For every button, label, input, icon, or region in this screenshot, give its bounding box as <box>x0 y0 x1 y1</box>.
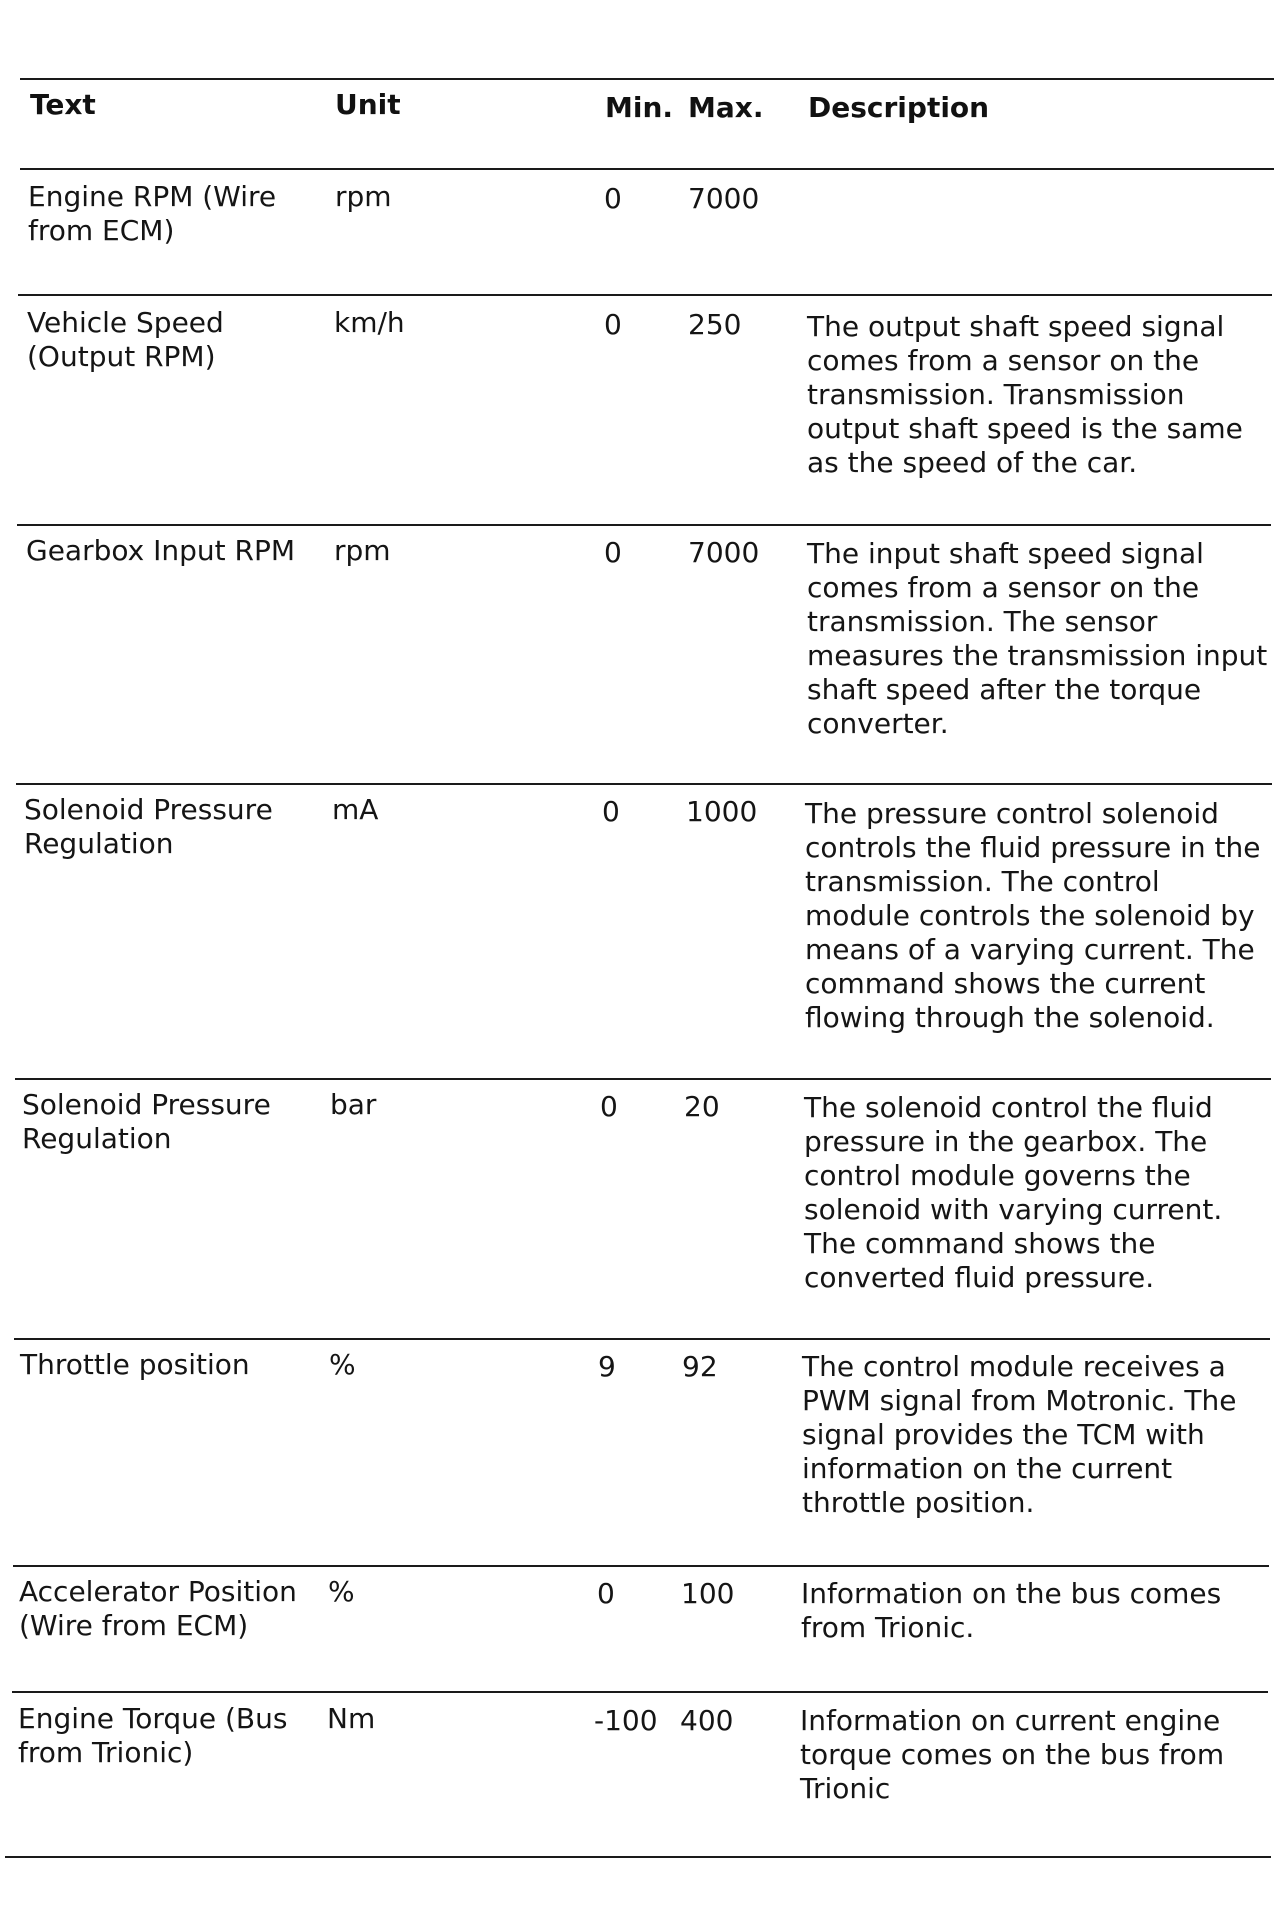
header-text: Text <box>30 88 96 121</box>
row-1-unit: rpm <box>335 180 392 213</box>
row-3-text: Gearbox Input RPM <box>26 534 296 567</box>
row-3-unit: rpm <box>334 534 391 567</box>
header-min: Min. <box>605 91 674 124</box>
row-6-bottom-border <box>13 1565 1269 1567</box>
row-7-text: Accelerator Position (Wire from ECM) <box>19 1575 297 1642</box>
row-6-max: 92 <box>682 1350 718 1383</box>
row-5-description: The solenoid control the fluid pressure in the gearbox. The control module governs the solenoid with varying current. The command shows the converted fluid pressure. <box>804 1091 1223 1294</box>
header-max: Max. <box>688 91 764 124</box>
row-1-min: 0 <box>604 182 622 215</box>
table-bottom-border <box>5 1856 1271 1858</box>
row-5-max: 20 <box>684 1090 720 1123</box>
row-6-description: The control module receives a PWM signal from Motronic. The signal provides the TCM with information on the current throttle position. <box>802 1350 1237 1519</box>
row-5-unit: bar <box>330 1088 377 1121</box>
row-2-description: The output shaft speed signal comes from a sensor on the transmission. Transmission output shaft speed is the same as the speed of the car. <box>807 310 1243 479</box>
row-8-min: -100 <box>594 1704 658 1737</box>
row-2-min: 0 <box>604 308 622 341</box>
row-4-max: 1000 <box>686 795 758 828</box>
row-3-bottom-border <box>16 783 1272 785</box>
row-3-min: 0 <box>604 536 622 569</box>
row-2-unit: km/h <box>334 306 405 339</box>
table-top-border <box>20 78 1274 80</box>
row-4-unit: mA <box>332 793 379 826</box>
row-4-bottom-border <box>15 1078 1271 1080</box>
row-2-bottom-border <box>17 524 1271 526</box>
row-8-description: Information on current engine torque comes on the bus from Trionic <box>800 1704 1225 1805</box>
row-1-text: Engine RPM (Wire from ECM) <box>28 180 277 247</box>
row-8-unit: Nm <box>327 1702 376 1735</box>
row-1-max: 7000 <box>688 182 760 215</box>
row-4-min: 0 <box>602 795 620 828</box>
row-6-min: 9 <box>598 1350 616 1383</box>
row-3-description: The input shaft speed signal comes from a sensor on the transmission. The sensor measures the transmission input shaft speed after the torque converter. <box>807 537 1268 740</box>
row-7-min: 0 <box>597 1577 615 1610</box>
header-bottom-border <box>20 168 1274 170</box>
row-2-max: 250 <box>688 308 742 341</box>
row-4-text: Solenoid Pressure Regulation <box>24 793 273 860</box>
row-3-max: 7000 <box>688 536 760 569</box>
row-7-unit: % <box>328 1575 355 1608</box>
row-5-min: 0 <box>600 1090 618 1123</box>
row-8-max: 400 <box>680 1704 734 1737</box>
row-5-bottom-border <box>14 1338 1270 1340</box>
row-8-text: Engine Torque (Bus from Trionic) <box>18 1702 288 1769</box>
row-1-bottom-border <box>18 294 1272 296</box>
row-4-description: The pressure control solenoid controls the fluid pressure in the transmission. The control module controls the solenoid by means of a varying current. The command shows the current flowing through the solenoid. <box>805 797 1261 1034</box>
row-6-text: Throttle position <box>20 1348 250 1381</box>
row-6-unit: % <box>329 1348 356 1381</box>
row-2-text: Vehicle Speed (Output RPM) <box>27 306 224 373</box>
row-7-bottom-border <box>12 1691 1268 1693</box>
header-unit: Unit <box>335 88 401 121</box>
header-description: Description <box>808 91 990 124</box>
row-7-description: Information on the bus comes from Trionic. <box>801 1577 1222 1644</box>
row-7-max: 100 <box>681 1577 735 1610</box>
row-5-text: Solenoid Pressure Regulation <box>22 1088 271 1155</box>
